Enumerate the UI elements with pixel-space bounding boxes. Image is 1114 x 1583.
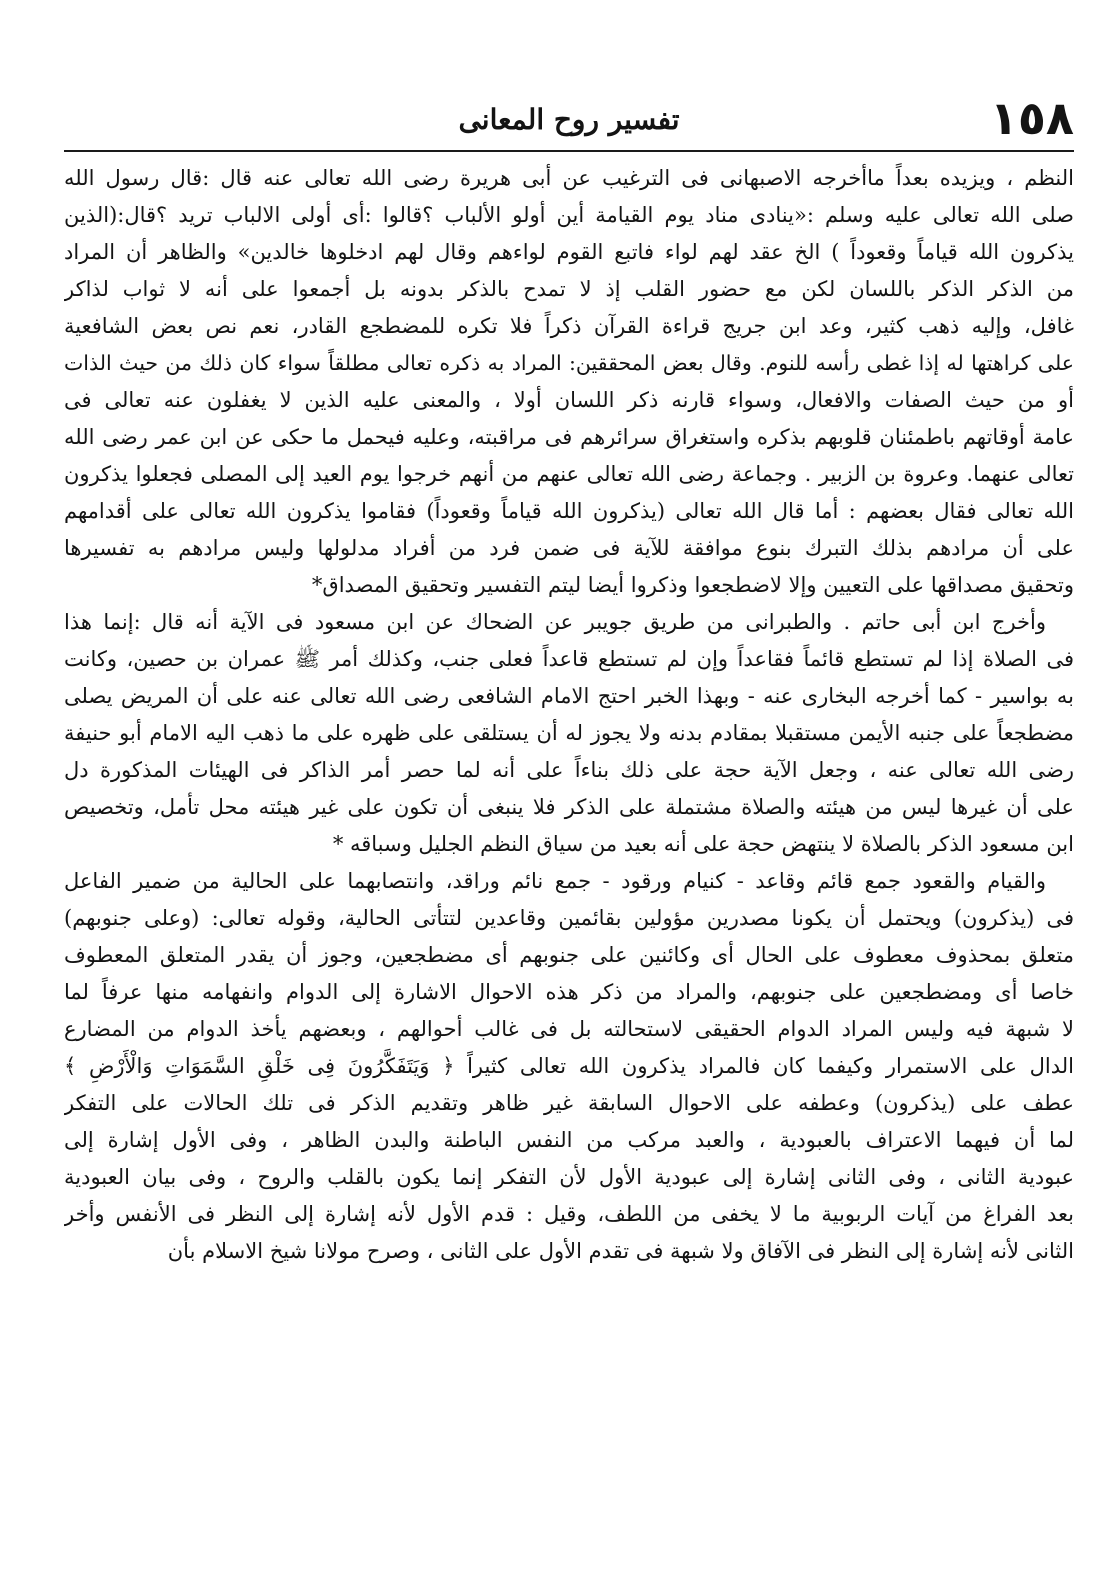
text-line: الثانى لأنه إشارة إلى النظر فى الآفاق ولا شبهة فى تقدم الأول على الثانى ، وصرح مولانا شيخ الاسلام بأن xyxy=(167,1239,1074,1263)
text-line: مضطجعاً على جنبه الأيمن مستقبلا بمقادم بدنه ولا يجوز له أن يستلقى على ظهره على ما ذهب اليه الامام أبو حنيفة xyxy=(64,721,1074,745)
text-line: على أن غيرها ليس من هيئته والصلاة مشتملة على الذكر فلا ينبغى أن تكون على غير هيئته محل تأمل، وتخصيص xyxy=(64,795,1074,819)
body-text xyxy=(64,160,1074,1570)
text-line: فى (يذكرون) ويحتمل أن يكونا مصدرين مؤولين بقائمين وقاعدين لتتأتى الحالية، وقوله تعالى: (وعلى جنوبهم) xyxy=(64,906,1074,930)
paragraph xyxy=(64,604,1074,863)
text-line: لا شبهة فيه وليس المراد الدوام الحقيقى لاستحالته بل فى غالب أحوالهم ، وبعضهم يأخذ الدوام من المضارع xyxy=(64,1017,1074,1041)
text-line: عبودية الثانى ، وفى الثانى إشارة إلى عبودية الأول لأن التفكر إنما يكون بالقلب والروح ، وفى بيان العبودية xyxy=(64,1165,1074,1189)
text-line: الله تعالى فقال بعضهم : أما قال الله تعالى (يذكرون الله قياماً وقعوداً) فقاموا يذكرون الله تعالى على أقدامهم xyxy=(64,499,1074,523)
text-line: بعد الفراغ من آيات الربوبية ما لا يخفى من اللطف، وقيل : قدم الأول لأنه إشارة إلى النظر فى الأنفس وأخر xyxy=(64,1202,1074,1226)
text-line: يذكرون الله قياماً وقعوداً ) الخ عقد لهم لواء فاتبع القوم لواءهم وقال لهم ادخلوها خالدين» والظاهر أن المراد xyxy=(64,240,1074,264)
text-line: والقيام والقعود جمع قائم وقاعد - كنيام ورقود - جمع نائم وراقد، وانتصابهما على الحالية من ضمير الفاعل xyxy=(64,869,1046,893)
paragraph xyxy=(64,160,1074,604)
text-line: خاصا أى ومضطجعين على جنوبهم، والمراد من ذكر هذه الاحوال الاشارة إلى الدوام وانفهامه منها عرفاً لما xyxy=(64,980,1074,1004)
page-header xyxy=(64,91,1074,146)
text-line: ابن مسعود الذكر بالصلاة لا ينتهض حجة على أنه بعيد من سياق النظم الجليل وسباقه * xyxy=(332,832,1074,856)
text-line: به بواسير - كما أخرجه البخارى عنه - وبهذا الخبر احتج الامام الشافعى رضى الله تعالى عنه على أن المريض يصلى xyxy=(64,684,1074,708)
text-line: فى الصلاة إذا لم تستطع قائماً فقاعداً وإن لم تستطع قاعداً فعلى جنب، وكذلك أمر ﷺ عمران بن حصين، وكانت xyxy=(64,647,1074,671)
text-line: عامة أوقاتهم باطمئنان قلوبهم بذكره واستغراق سرائرهم فى مراقبته، وعليه فيحمل ما حكى عن ابن عمر رضى الله xyxy=(64,425,1074,449)
text-line: على كراهتها له إذا غطى رأسه للنوم. وقال بعض المحققين: المراد به ذكره تعالى مطلقاً سواء كان ذلك من حيث الذات xyxy=(64,351,1074,375)
text-line: وتحقيق مصداقها على التعيين وإلا لاضطجعوا وذكروا أيضا ليتم التفسير وتحقيق المصداق* xyxy=(311,573,1074,597)
text-line: من الذكر الذكر باللسان لكن مع حضور القلب إذ لا تمدح بالذكر بدونه بل أجمعوا على أنه لا ثواب لذاكر xyxy=(64,277,1074,301)
paragraph xyxy=(64,863,1074,1270)
text-line: متعلق بمحذوف معطوف على الحال أى وكائنين على جنوبهم أى مضطجعين، وجوز أن يقدر المتعلق المعطوف xyxy=(64,943,1074,967)
page-number: ١٥٨ xyxy=(989,91,1074,145)
text-line: رضى الله تعالى عنه ، وجعل الآية حجة على ذلك بناءاً على أنه لما حصر أمر الذاكر فى الهيئات المذكورة دل xyxy=(64,758,1074,782)
text-line: تعالى عنهما. وعروة بن الزبير . وجماعة رضى الله تعالى عنهم من أنهم خرجوا يوم العيد إلى المصلى فجعلوا يذكرون xyxy=(64,462,1074,486)
text-line: غافل، وإليه ذهب كثير، وعد ابن جريج قراءة القرآن ذكراً فلا تكره للمضطجع القادر، نعم نص بعض الشافعية xyxy=(64,314,1074,338)
text-line: صلى الله تعالى عليه وسلم :«ينادى مناد يوم القيامة أين أولو الألباب ؟قالوا :أى أولى الالباب تريد ؟قال:(الذين xyxy=(64,203,1074,227)
text-line: عطف على (يذكرون) وعطفه على الاحوال السابقة غير ظاهر وتقديم الذكر فى تلك الحالات على التفكر xyxy=(64,1091,1074,1115)
header-rule xyxy=(64,150,1074,152)
text-line: وأخرج ابن أبى حاتم . والطبرانى من طريق جويبر عن الضحاك عن ابن مسعود فى الآية أنه قال :إنما هذا xyxy=(64,610,1046,634)
text-line: لما أن فيهما الاعتراف بالعبودية ، والعبد مركب من النفس الباطنة والبدن الظاهر ، وفى الأول إشارة إلى xyxy=(64,1128,1074,1152)
text-line: الدال على الاستمرار وكيفما كان فالمراد يذكرون الله تعالى كثيراً ﴿ وَيَتَفَكَّرُونَ فِى خَلْقِ السَّمَوَاتِ وَالْأَرْضِ ﴾ xyxy=(64,1054,1074,1078)
running-title: تفسير روح المعانى xyxy=(458,103,680,136)
text-line: على أن مرادهم بذلك التبرك بنوع موافقة للآية فى ضمن فرد من أفراد مدلولها وليس مرادهم به تفسيرها xyxy=(64,536,1074,560)
text-line: أو من حيث الصفات والافعال، وسواء قارنه ذكر اللسان أولا ، والمعنى عليه الذين لا يغفلون عنه تعالى فى xyxy=(64,388,1074,412)
text-line: النظم ، ويزيده بعداً ماأخرجه الاصبهانى فى الترغيب عن أبى هريرة رضى الله تعالى عنه قال :قال رسول الله xyxy=(64,166,1074,190)
